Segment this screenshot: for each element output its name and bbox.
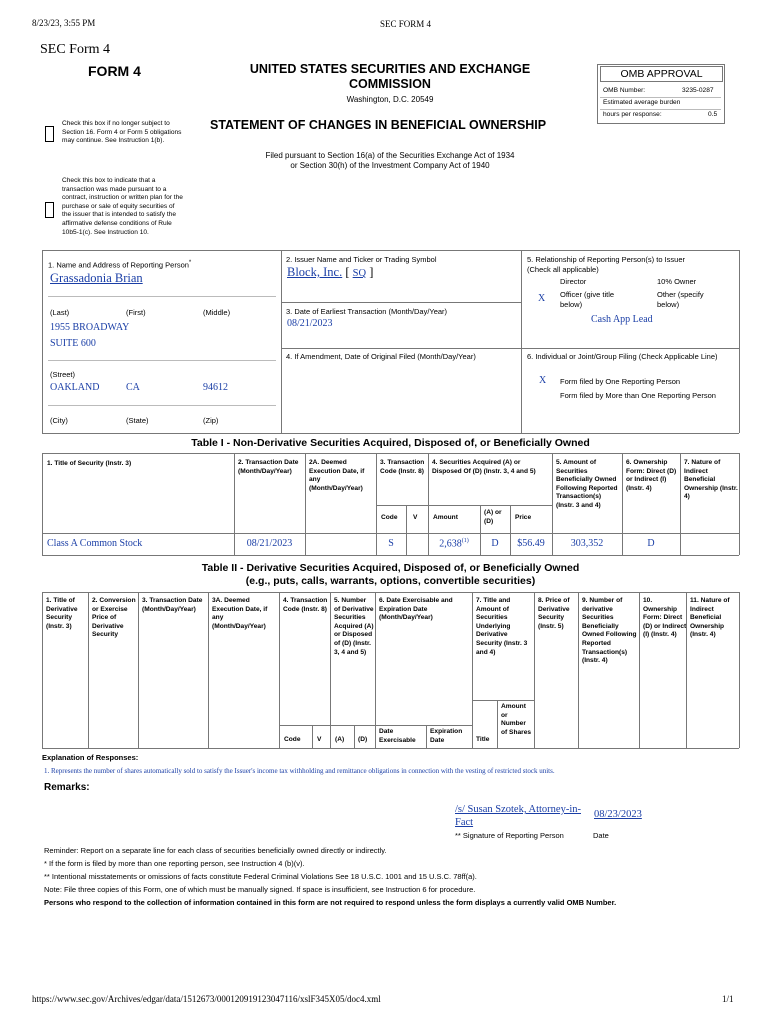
other-option: Other (specify below)	[657, 290, 704, 309]
t1-h-nature: 7. Nature of Indirect Beneficial Ownership (Instr. 4)	[684, 459, 738, 501]
t1-h-price-sub: Price	[515, 514, 532, 521]
city-value: OAKLAND	[50, 382, 100, 393]
t1-h-aord-sub: (A) or (D)	[484, 509, 502, 525]
omb-number-value: 3235-0287	[682, 87, 714, 94]
filing-check-mark: X	[539, 375, 547, 386]
zip-label: (Zip)	[203, 416, 219, 425]
t2-h-code: 4. Transaction Code (Instr. 8)	[283, 597, 328, 613]
t1-h-code-sub: Code	[381, 514, 398, 521]
signature-date-label: Date	[593, 831, 609, 840]
t1-h-owned: 5. Amount of Securities Beneficially Owned Following Reported Transaction(s) (Instr. 3 and 4)	[556, 459, 618, 509]
relationship-title: 5. Relationship of Reporting Person(s) to Issuer	[527, 255, 685, 264]
street-label: (Street)	[50, 370, 76, 379]
ticker-open: [	[345, 265, 350, 279]
t1-row-footnote: (1)	[461, 538, 469, 544]
rule-10b5-text: Check this box to indicate that a transaction was made pursuant to a contract, instruction or written plan for the purchase or sale of equity securities of the issuer that is intended to satisfy the affirmative defense conditions of Rule 10b5-1(c). See Instruction 10.	[62, 177, 183, 236]
signature-link[interactable]: /s/ Susan Szotek, Attorney-in-Fact	[455, 804, 581, 828]
filed-pursuant	[225, 151, 555, 171]
explanation-label: Explanation of Responses:	[42, 753, 139, 762]
officer-check-mark: X	[538, 293, 546, 304]
note-three-copies: Note: File three copies of this Form, one of which must be manually signed. If space is insufficient, see Instruction 6 for procedure.	[44, 885, 476, 894]
t2-h-d-sub: (D)	[358, 736, 368, 743]
table-1-title: Table I - Non-Derivative Securities Acquired, Disposed of, or Beneficially Owned	[191, 437, 590, 449]
amendment-label: 4. If Amendment, Date of Original Filed (Month/Day/Year)	[286, 352, 476, 361]
agency-line-2: COMMISSION	[349, 77, 431, 91]
t1-h-deemed: 2A. Deemed Execution Date, if any (Month/Day/Year)	[309, 459, 365, 492]
t2-h-form: 10. Ownership Form: Direct (D) or Indirect (I) (Instr. 4)	[643, 597, 687, 639]
print-url: https://www.sec.gov/Archives/edgar/data/1512673/000120919123047116/xslF345X05/doc4.xml	[32, 994, 381, 1004]
t2-h-date: 3. Transaction Date (Month/Day/Year)	[142, 597, 203, 613]
t1-row-owned: 303,352	[570, 538, 604, 549]
agency-title	[225, 62, 555, 92]
issuer-label: 2. Issuer Name and Ticker or Trading Symbol	[286, 255, 437, 264]
first-name-label: (First)	[126, 308, 146, 317]
no-longer-subject-checkbox[interactable]	[45, 126, 54, 142]
t1-h-v-sub: V	[413, 514, 418, 521]
ten-percent-owner-option: 10% Owner	[657, 277, 697, 286]
issuer-line	[287, 265, 373, 280]
no-longer-subject-text: Check this box if no longer subject to Section 16. Form 4 or Form 5 obligations may continue. See Instruction 1(b).	[62, 120, 182, 145]
agency-location: Washington, D.C. 20549	[346, 95, 434, 104]
state-label: (State)	[126, 416, 149, 425]
relationship-sub: (Check all applicable)	[527, 264, 599, 274]
signature-label: ** Signature of Reporting Person	[455, 831, 564, 840]
table-2-title	[42, 562, 739, 588]
t2-h-expiration: Expiration Date	[430, 728, 463, 744]
print-datetime: 8/23/23, 3:55 PM	[32, 18, 96, 28]
t2-h-amount-shares: Amount or Number of Shares	[501, 703, 532, 736]
t1-row-aord: D	[491, 538, 499, 549]
explanation-note-1: 1. Represents the number of shares automatically sold to satisfy the Issuer's income tax withholding and remittance obligations in connection with the vesting of restricted stock units.	[44, 767, 555, 775]
t2-h-deemed: 3A. Deemed Execution Date, if any (Month/Day/Year)	[212, 597, 268, 630]
t2-h-exercisable: 6. Date Exercisable and Expiration Date (Month/Day/Year)	[379, 597, 453, 622]
t2-h-underlying: 7. Title and Amount of Securities Underlying Derivative Security (Instr. 3 and 4)	[476, 597, 528, 656]
omb-number-label: OMB Number:	[603, 87, 646, 94]
address-line-1: 1955 BROADWAY	[50, 322, 130, 333]
note-misstatements: ** Intentional misstatements or omissions of facts constitute Federal Criminal Violations See 18 U.S.C. 1001 and 15 U.S.C. 78ff(a).	[44, 872, 477, 881]
t2-h-title-sub: Title	[476, 736, 490, 743]
t1-h-date: 2. Transaction Date (Month/Day/Year)	[238, 459, 299, 475]
t1-row-amount	[428, 538, 480, 549]
print-title: SEC FORM 4	[380, 19, 432, 29]
sec-form-heading: SEC Form 4	[40, 42, 111, 57]
zip-value: 94612	[203, 382, 228, 393]
ticker-link[interactable]: SQ	[352, 268, 367, 279]
t1-h-amount-sub: Amount	[433, 514, 458, 521]
officer-option: Officer (give title below)	[560, 290, 615, 309]
reporting-person-label-text: 1. Name and Address of Reporting Person	[48, 260, 189, 270]
reminder-text: Reminder: Report on a separate line for each class of securities beneficially owned directly or indirectly.	[44, 846, 387, 855]
reporting-person-name-link[interactable]: Grassadonia Brian	[50, 271, 143, 285]
t1-h-title: 1. Title of Security (Instr. 3)	[47, 460, 132, 467]
ticker-close: ]	[369, 265, 374, 279]
signature-date-link[interactable]: 08/23/2023	[594, 809, 642, 820]
t1-row-amount-value: 2,638	[439, 538, 462, 550]
omb-burden-label: Estimated average burden	[603, 99, 681, 106]
relationship-label	[527, 255, 732, 274]
omb-hours-label: hours per response:	[603, 111, 662, 118]
filed-line-2: or Section 30(h) of the Investment Company Act of 1940	[290, 161, 490, 170]
omb-hours-value: 0.5	[708, 111, 718, 118]
earliest-date-value: 08/21/2023	[287, 318, 333, 329]
t1-row-form: D	[647, 538, 655, 549]
t2-h-number: 5. Number of Derivative Securities Acquired (A) or Disposed of (D) (Instr. 3, 4 and 5)	[334, 597, 374, 656]
filing-one-person: Form filed by One Reporting Person	[560, 377, 681, 386]
t2-h-a-sub: (A)	[335, 736, 345, 743]
rule-10b5-checkbox[interactable]	[45, 202, 54, 218]
address-line-2: SUITE 600	[50, 338, 96, 349]
t1-row-price: $56.49	[517, 538, 545, 549]
t2-h-price: 8. Price of Derivative Security (Instr. 5)	[538, 597, 570, 630]
issuer-name-link[interactable]: Block, Inc.	[287, 265, 343, 279]
omb-approval-title: OMB APPROVAL	[600, 66, 723, 82]
t2-h-code-sub: Code	[284, 736, 301, 743]
persons-respond-notice: Persons who respond to the collection of information contained in this form are not required to respond unless the form displays a currently valid OMB Number.	[44, 898, 617, 907]
t2-h-conversion: 2. Conversion or Exercise Price of Derivative Security	[92, 597, 136, 639]
director-option: Director	[560, 277, 587, 286]
agency-line-1: UNITED STATES SECURITIES AND EXCHANGE	[249, 62, 531, 76]
earliest-date-label: 3. Date of Earliest Transaction (Month/Day/Year)	[286, 307, 448, 316]
t2-h-v-sub: V	[317, 736, 322, 743]
t1-h-form: 6. Ownership Form: Direct (D) or Indirect (I) (Instr. 4)	[626, 459, 677, 492]
last-name-label: (Last)	[50, 308, 70, 317]
reporting-person-label	[48, 259, 191, 270]
t1-h-code: 3. Transaction Code (Instr. 8)	[380, 459, 425, 475]
filed-line-1: Filed pursuant to Section 16(a) of the Securities Exchange Act of 1934	[265, 151, 515, 160]
t1-h-securities: 4. Securities Acquired (A) or Disposed Of (D) (Instr. 3, 4 and 5)	[432, 459, 536, 475]
t2-h-nature: 11. Nature of Indirect Beneficial Ownership (Instr. 4)	[690, 597, 730, 639]
form-4-title: FORM 4	[88, 63, 141, 79]
table-2-title-line-2: (e.g., puts, calls, warrants, options, convertible securities)	[245, 575, 536, 587]
middle-name-label: (Middle)	[203, 308, 231, 317]
table-row: Class A Common Stock	[47, 538, 143, 549]
note-multiple-persons: * If the form is filed by more than one reporting person, see Instruction 4 (b)(v).	[44, 859, 305, 868]
remarks-label: Remarks:	[44, 782, 90, 793]
city-label: (City)	[50, 416, 68, 425]
print-page-count: 1/1	[722, 994, 734, 1004]
filing-type-label: 6. Individual or Joint/Group Filing (Check Applicable Line)	[527, 352, 718, 361]
table-2-title-line-1: Table II - Derivative Securities Acquired, Disposed of, or Beneficially Owned	[201, 562, 580, 574]
reporting-person-star: *	[188, 260, 192, 266]
t1-row-date: 08/21/2023	[246, 538, 293, 549]
t2-h-owned: 9. Number of derivative Securities Beneficially Owned Following Reported Transaction(s) (Instr. 4)	[582, 597, 637, 665]
filing-more-persons: Form filed by More than One Reporting Person	[560, 391, 716, 400]
t2-h-date-exercisable: Date Exercisable	[379, 728, 416, 744]
officer-title-value: Cash App Lead	[591, 314, 653, 325]
statement-title: STATEMENT OF CHANGES IN BENEFICIAL OWNERSHIP	[210, 118, 547, 132]
t1-row-code: S	[388, 538, 394, 549]
state-value: CA	[126, 382, 140, 393]
t2-h-title: 1. Title of Derivative Security (Instr. 3)	[46, 597, 78, 630]
